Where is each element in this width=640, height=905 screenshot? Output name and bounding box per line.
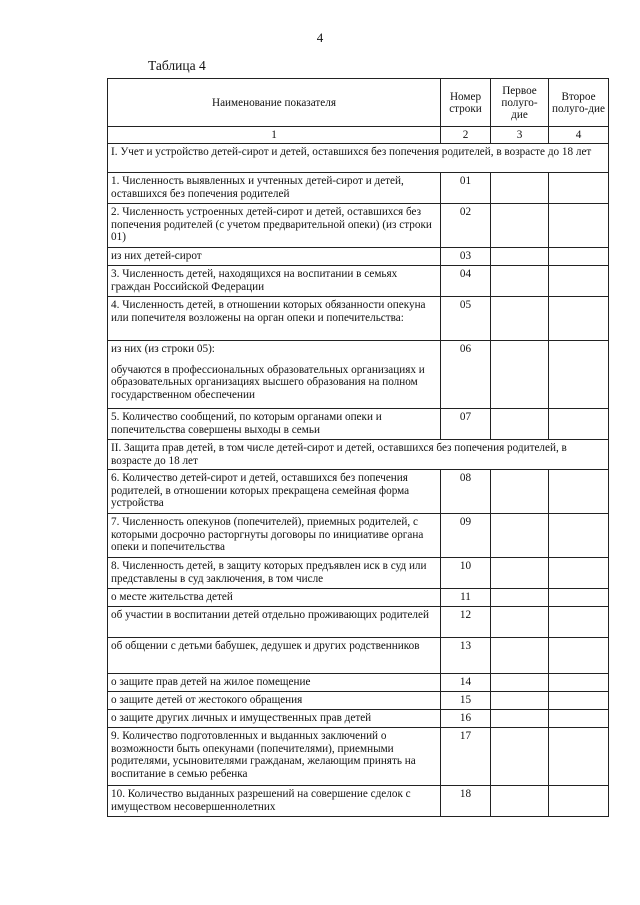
row-code: 17 bbox=[441, 728, 491, 786]
row-label: 2. Численность устроенных детей-сирот и детей, оставшихся без попечения родителей (с учетом предварительной опеки) (из строки 01) bbox=[108, 204, 441, 248]
table-row bbox=[108, 589, 609, 607]
table-row bbox=[108, 297, 609, 341]
row-label: 3. Численность детей, находящихся на воспитании в семьях граждан Российской Федерации bbox=[108, 266, 441, 297]
row-label: 4. Численность детей, в отношении которых обязанности опекуна или попечителя возложены на орган опеки и попечительства: bbox=[108, 297, 441, 341]
first-half-cell[interactable] bbox=[491, 607, 549, 638]
second-half-cell[interactable] bbox=[549, 674, 609, 692]
second-half-cell[interactable] bbox=[549, 297, 609, 341]
section-heading-row bbox=[108, 440, 609, 470]
first-half-cell[interactable] bbox=[491, 589, 549, 607]
first-half-cell[interactable] bbox=[491, 173, 549, 204]
header-second-half: Второе полуго-дие bbox=[549, 79, 609, 127]
second-half-cell[interactable] bbox=[549, 692, 609, 710]
row-label: из них (из строки 05): bbox=[111, 343, 215, 355]
table-row bbox=[108, 341, 609, 409]
first-half-cell[interactable] bbox=[491, 786, 549, 817]
second-half-cell[interactable] bbox=[549, 728, 609, 786]
row-code: 15 bbox=[441, 692, 491, 710]
table-row bbox=[108, 558, 609, 589]
first-half-cell[interactable] bbox=[491, 710, 549, 728]
second-half-cell[interactable] bbox=[549, 409, 609, 440]
row-label: об участии в воспитании детей отдельно проживающих родителей bbox=[108, 607, 441, 638]
row-label-cell bbox=[108, 341, 441, 409]
first-half-cell[interactable] bbox=[491, 692, 549, 710]
header-first-half: Первое полуго-дие bbox=[491, 79, 549, 127]
table-row bbox=[108, 692, 609, 710]
table-row bbox=[108, 248, 609, 266]
column-number: 1 bbox=[108, 127, 441, 144]
row-code: 13 bbox=[441, 638, 491, 674]
table-row bbox=[108, 674, 609, 692]
row-label: 6. Количество детей-сирот и детей, оставшихся без попечения родителей, в отношении которых прекращена семейная форма устройства bbox=[108, 470, 441, 514]
first-half-cell[interactable] bbox=[491, 297, 549, 341]
row-code: 16 bbox=[441, 710, 491, 728]
table-row bbox=[108, 607, 609, 638]
second-half-cell[interactable] bbox=[549, 514, 609, 558]
page-number: 4 bbox=[316, 30, 324, 45]
first-half-cell[interactable] bbox=[491, 558, 549, 589]
table-row bbox=[108, 786, 609, 817]
row-code: 04 bbox=[441, 266, 491, 297]
row-label: 9. Количество подготовленных и выданных заключений о возможности быть опекунами (попечителями), приемными родителями, усыновителями гражданам, желающим принять на воспитание в семью ребенка bbox=[108, 728, 441, 786]
second-half-cell[interactable] bbox=[549, 470, 609, 514]
row-code: 09 bbox=[441, 514, 491, 558]
second-half-cell[interactable] bbox=[549, 607, 609, 638]
table-row bbox=[108, 409, 609, 440]
column-number: 2 bbox=[441, 127, 491, 144]
first-half-cell[interactable] bbox=[491, 248, 549, 266]
row-label: о защите детей от жестокого обращения bbox=[108, 692, 441, 710]
row-label: из них детей-сирот bbox=[108, 248, 441, 266]
table-row bbox=[108, 266, 609, 297]
section-heading: II. Защита прав детей, в том числе детей-сирот и детей, оставшихся без попечения родителей, в возрасте до 18 лет bbox=[108, 440, 609, 470]
row-sublabel: обучаются в профессиональных образовательных организациях и образовательных организациях высшего образования на полном государственном обеспечении bbox=[111, 363, 425, 401]
table-row bbox=[108, 204, 609, 248]
table-row bbox=[108, 470, 609, 514]
row-code: 14 bbox=[441, 674, 491, 692]
row-code: 07 bbox=[441, 409, 491, 440]
row-code: 18 bbox=[441, 786, 491, 817]
row-code: 11 bbox=[441, 589, 491, 607]
second-half-cell[interactable] bbox=[549, 638, 609, 674]
second-half-cell[interactable] bbox=[549, 341, 609, 409]
row-label: 10. Количество выданных разрешений на совершение сделок с имуществом несовершеннолетних bbox=[108, 786, 441, 817]
column-number: 4 bbox=[549, 127, 609, 144]
section-heading: I. Учет и устройство детей-сирот и детей, оставшихся без попечения родителей, в возрасте до 18 лет bbox=[108, 144, 609, 173]
second-half-cell[interactable] bbox=[549, 558, 609, 589]
row-code: 06 bbox=[441, 341, 491, 409]
row-label: 1. Численность выявленных и учтенных детей-сирот и детей, оставшихся без попечения родителей bbox=[108, 173, 441, 204]
second-half-cell[interactable] bbox=[549, 173, 609, 204]
first-half-cell[interactable] bbox=[491, 470, 549, 514]
table-row bbox=[108, 638, 609, 674]
second-half-cell[interactable] bbox=[549, 248, 609, 266]
table-row bbox=[108, 728, 609, 786]
row-code: 01 bbox=[441, 173, 491, 204]
table-row bbox=[108, 173, 609, 204]
header-row-number: Номер строки bbox=[441, 79, 491, 127]
row-label: об общении с детьми бабушек, дедушек и других родственников bbox=[108, 638, 441, 674]
column-number: 3 bbox=[491, 127, 549, 144]
second-half-cell[interactable] bbox=[549, 204, 609, 248]
first-half-cell[interactable] bbox=[491, 341, 549, 409]
second-half-cell[interactable] bbox=[549, 710, 609, 728]
row-label: о защите других личных и имущественных прав детей bbox=[108, 710, 441, 728]
header-row bbox=[108, 79, 609, 127]
table-caption: Таблица 4 bbox=[148, 58, 206, 73]
first-half-cell[interactable] bbox=[491, 638, 549, 674]
header-indicator-name: Наименование показателя bbox=[108, 79, 441, 127]
report-table bbox=[107, 78, 609, 817]
first-half-cell[interactable] bbox=[491, 674, 549, 692]
second-half-cell[interactable] bbox=[549, 266, 609, 297]
first-half-cell[interactable] bbox=[491, 204, 549, 248]
second-half-cell[interactable] bbox=[549, 589, 609, 607]
first-half-cell[interactable] bbox=[491, 514, 549, 558]
column-number-row bbox=[108, 127, 609, 144]
row-code: 03 bbox=[441, 248, 491, 266]
row-label: 5. Количество сообщений, по которым органами опеки и попечительства совершены выходы в семьи bbox=[108, 409, 441, 440]
row-label: 7. Численность опекунов (попечителей), приемных родителей, с которыми досрочно расторгнуты договоры по инициативе органа опеки и попечительства bbox=[108, 514, 441, 558]
first-half-cell[interactable] bbox=[491, 266, 549, 297]
row-code: 10 bbox=[441, 558, 491, 589]
row-code: 02 bbox=[441, 204, 491, 248]
row-code: 08 bbox=[441, 470, 491, 514]
second-half-cell[interactable] bbox=[549, 786, 609, 817]
first-half-cell[interactable] bbox=[491, 409, 549, 440]
row-code: 05 bbox=[441, 297, 491, 341]
section-heading-row bbox=[108, 144, 609, 173]
row-label: о месте жительства детей bbox=[108, 589, 441, 607]
table-row bbox=[108, 710, 609, 728]
row-label: о защите прав детей на жилое помещение bbox=[108, 674, 441, 692]
row-code: 12 bbox=[441, 607, 491, 638]
table-row bbox=[108, 514, 609, 558]
first-half-cell[interactable] bbox=[491, 728, 549, 786]
row-label: 8. Численность детей, в защиту которых предъявлен иск в суд или представлены в суд заключения, в том числе bbox=[108, 558, 441, 589]
